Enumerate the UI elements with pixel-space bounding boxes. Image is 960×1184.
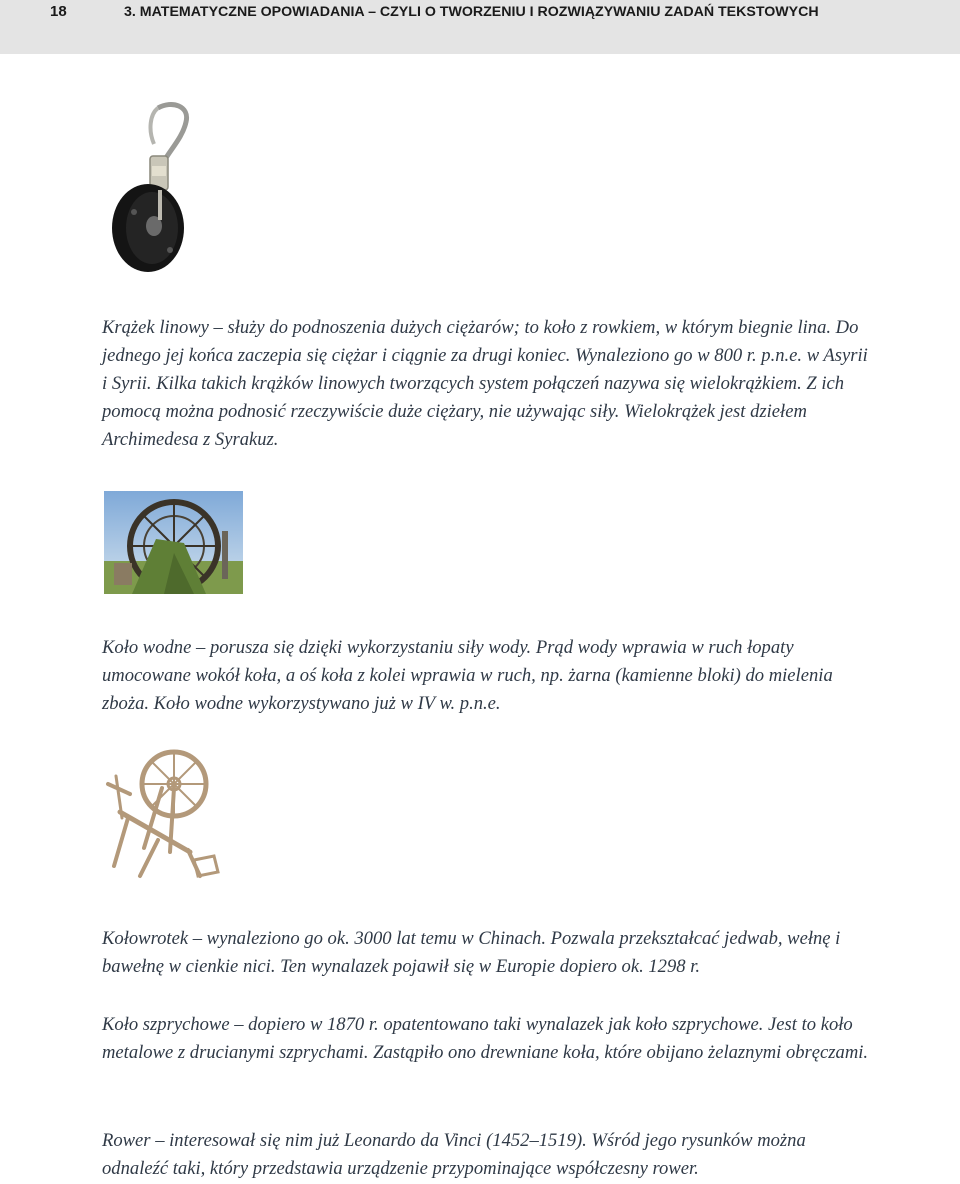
- paragraph-bicycle: Rower – interesował się nim już Leonardo da Vinci (1452–1519). Wśród jego rysunków można odnaleźć taki, który przedstawia urządzenie przypominające współczesny rower.: [102, 1130, 806, 1179]
- spinning-wheel-image: [100, 748, 222, 882]
- pulley-image: [100, 100, 200, 280]
- chapter-title: 3. MATEMATYCZNE OPOWIADANIA – CZYLI O TWORZENIU I ROZWIĄZYWANIU ZADAŃ TEKSTOWYCH: [124, 4, 819, 20]
- paragraph-water-wheel: Koło wodne – porusza się dzięki wykorzystaniu siły wody. Prąd wody wprawia w ruch łopaty umocowane wokół koła, a oś koła z kolei wprawia w ruch, np. żarna (kamienne bloki) do mielenia zboża. Koło wodne wykorzystywano już w IV w. p.n.e.: [102, 637, 833, 714]
- page-header: [0, 0, 960, 54]
- paragraph-spoked-wheel: Koło szprychowe – dopiero w 1870 r. opatentowano taki wynalazek jak koło szprychowe. Jest to koło metalowe z drucianymi szprychami. Zastąpiło ono drewniane koła, które obijano żelaznymi obręczami.: [102, 1014, 869, 1063]
- paragraph-spinning-wheel: Kołowrotek – wynaleziono go ok. 3000 lat temu w Chinach. Pozwala przekształcać jedwab, wełnę i bawełnę w cienkie nici. Ten wynalazek pojawił się w Europie dopiero ok. 1298 r.: [102, 928, 841, 977]
- paragraph-pulley: Krążek linowy – służy do podnoszenia dużych ciężarów; to koło z rowkiem, w którym biegnie lina. Do jednego jej końca zaczepia się ciężar i ciągnie za drugi koniec. Wynaleziono go w 800 r. p.n.e. w Asyrii i Syrii. Kilka takich krążków linowych tworzących system połączeń nazywa się wielokrążkiem. Z ich pomocą można podnosić rzeczywiście duże ciężary, nie używając siły. Wielokrążek jest dziełem Archimedesa z Syrakuz.: [102, 317, 868, 450]
- water-wheel-image: [104, 491, 243, 594]
- page-number: 18: [50, 3, 67, 20]
